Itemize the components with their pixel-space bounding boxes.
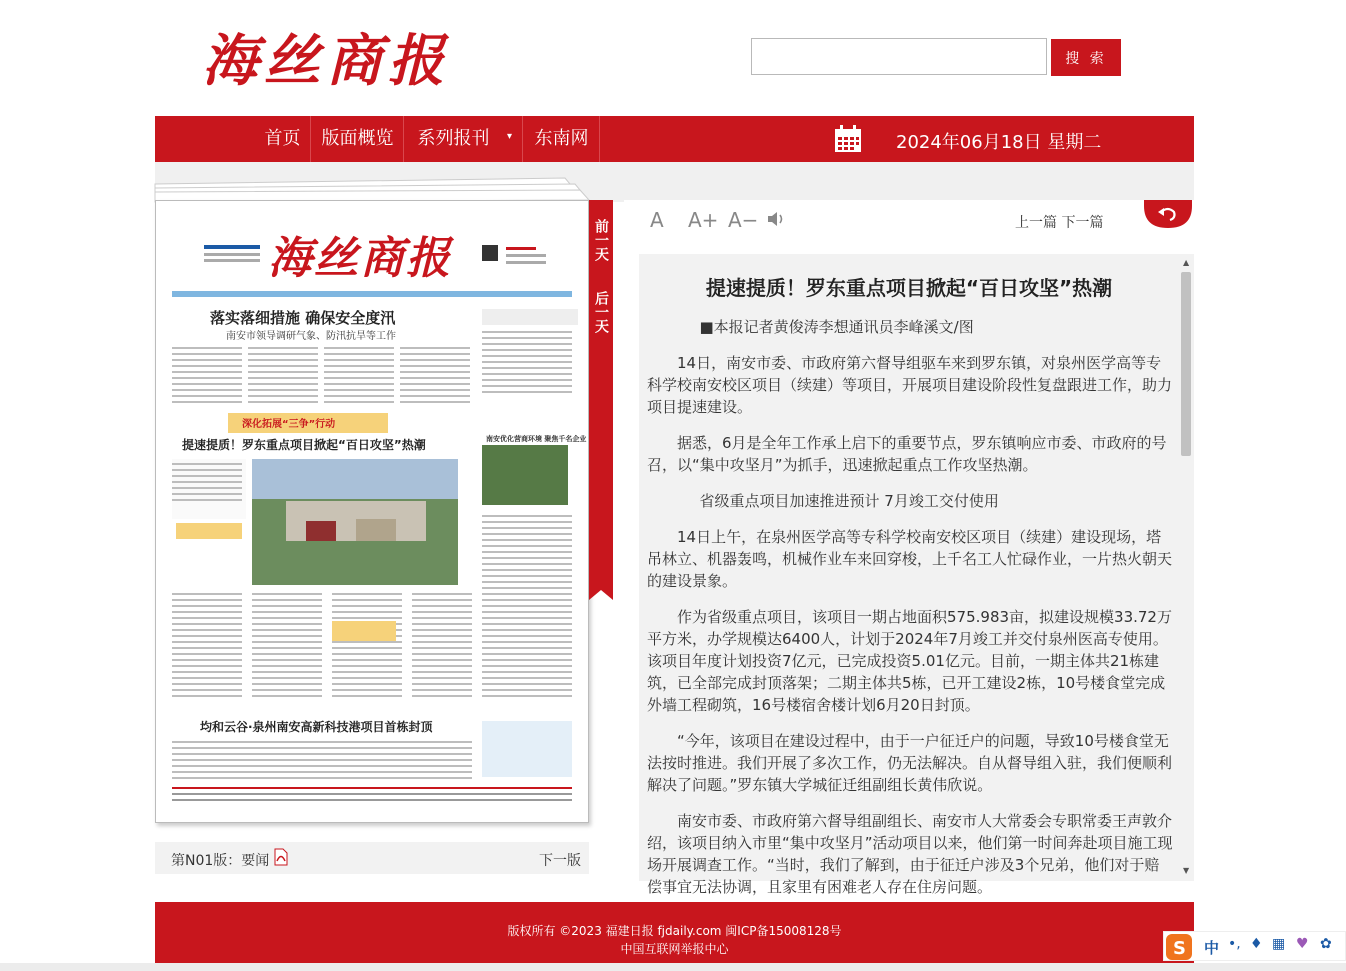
day-nav [589,204,609,348]
site-footer [155,902,1194,964]
prev-day-link[interactable]: 前一天 [593,219,609,261]
logo-text: 海丝商报 [202,28,450,94]
article-paragraph: 南安市委、市政府第六督导组副组长、南安市人大常委会专职常委王声敦介绍，该项目纳入市里“集中攻坚月”活动项目以来，他们第一时间奔赴项目施工现场开展调查工作。“当时，我们了解到，由于征迁户涉及3个兄弟，他们对于赔偿事宜无法协调，且家里有困难老人存在住房问题。 [647,812,1173,896]
article-paragraph: 14日，南安市委、市政府第六督导组驱车来到罗东镇，对泉州医学高等专科学校南安校区项目（续建）等项目，开展项目建设阶段性复盘跟进工作，助力项目提速建设。 [647,354,1173,416]
bottom-edge [0,963,1346,971]
nav-home[interactable]: 首页 [255,116,311,162]
font-decrease-button[interactable]: A− [728,208,759,232]
article-paragraph: 作为省级重点项目，该项目一期占地面积575.983亩，拟建设规模33.72万平方米，办学规模达6400人，计划于2024年7月竣工并交付泉州医高专使用。该项目年度计划投资7亿元，已完成投资5.01亿元。目前，一期主体共21栋建筑，已全部完成封顶落架；二期主体共5栋，已开工建设2栋，10号楼食堂完成外墙工程砌筑，16号楼宿舍楼计划6月20日封顶。 [647,608,1172,714]
paper-headline-1: 落实落细措施 确保安全度汛 [210,309,396,327]
ime-toolbar[interactable] [1163,931,1346,961]
paper-headline-2: 提速提质！罗东重点项目掀起“百日攻坚”热潮 [182,438,426,452]
svg-text:S: S [1173,938,1186,959]
page-stack-decoration [155,162,1194,202]
speaker-icon[interactable] [766,210,788,228]
stacked-pages-graphic [155,162,595,202]
next-day-link[interactable]: 后一天 [593,291,609,333]
paper-graduation-photo [482,445,568,505]
paper-masthead: 海丝商报 [268,233,452,284]
paper-subhead-1: 南安市领导调研气象、防汛抗旱等工作 [226,331,396,342]
font-increase-button[interactable]: A+ [688,208,719,232]
article-content[interactable] [639,254,1194,896]
paper-banner: 深化拓展“三争”行动 [242,419,336,430]
paper-side-caption: 南安优化营商环境 聚焦千名企业 [486,435,587,443]
newspaper-page[interactable] [155,200,589,823]
article-byline: ■本报记者黄俊涛李想通讯员李峰溪文/图 [699,318,974,336]
article-body [647,316,1173,912]
page-label[interactable]: 第N01版：要闻 [171,853,270,869]
nav-series[interactable] [405,116,523,162]
scroll-down-icon[interactable]: ▼ [1183,866,1190,875]
paper-headline-3: 均和云谷·泉州南安高新科技港项目首栋封顶 [200,720,433,734]
article-paragraph: 据悉，6月是全年工作承上启下的重要节点，罗东镇响应市委、市政府的号召，以“集中攻坚月”为抓手，迅速掀起重点工作攻坚热潮。 [647,434,1167,474]
article-paragraph: 14日上午，在泉州医学高等专科学校南安校区项目（续建）建设现场，塔吊林立、机器轰鸣，机械作业车来回穿梭，上千名工人忙碌作业，一片热火朝天的建设景象。 [647,528,1173,590]
page-info-bar [155,842,589,874]
scroll-up-icon[interactable]: ▲ [1183,258,1190,267]
keyboard-icon[interactable]: ▦ [1272,936,1286,952]
microphone-icon[interactable]: ♦ [1250,936,1263,952]
current-date: 2024年06月18日 星期二 [896,132,1102,153]
next-page-link[interactable]: 下一版 [539,853,581,869]
back-icon[interactable] [1144,200,1192,228]
article-subtitle: 省级重点项目加速推进预计 7月竣工交付使用 [699,492,999,510]
search-input[interactable] [751,38,1047,75]
scroll-thumb[interactable] [1181,272,1191,456]
pdf-icon[interactable] [273,848,289,866]
chevron-down-icon: ▾ [507,131,513,142]
article-prev-next[interactable]: 上一篇 下一篇 [1015,215,1104,231]
nav-layout-overview[interactable]: 版面概览 [312,116,404,162]
skin-icon[interactable]: ♥ [1296,936,1309,952]
ime-language[interactable]: 中 [1204,939,1220,957]
newspaper-thumbnail[interactable] [156,201,588,822]
site-logo[interactable] [200,24,460,94]
toolbox-icon[interactable]: ✿ [1320,936,1332,952]
search-button[interactable]: 搜 索 [1051,39,1121,76]
nav-series-label: 系列报刊 [417,128,490,149]
font-default-button[interactable]: A [650,208,664,232]
footer-copyright: 版权所有 ©2023 福建日报 fjdaily.com 闽ICP备15008128号 [507,924,842,938]
article-title: 提速提质！罗东重点项目掀起“百日攻坚”热潮 [705,276,1113,300]
footer-report-link[interactable]: 中国互联网举报中心 [620,942,729,956]
nav-dongnan[interactable]: 东南网 [524,116,600,162]
article-paragraph: “今年，该项目在建设过程中，由于一户征迁户的问题，导致10号楼食堂无法按时推进。我们开展了多次工作，仍无法解决。自从督导组入驻，我们便顺利解决了问题。”罗东镇大学城征迁组副组长黄伟欣说。 [647,732,1173,794]
punctuation-icon[interactable]: •, [1228,936,1241,952]
sogou-logo-icon[interactable] [1166,934,1192,960]
calendar-icon [834,125,862,153]
